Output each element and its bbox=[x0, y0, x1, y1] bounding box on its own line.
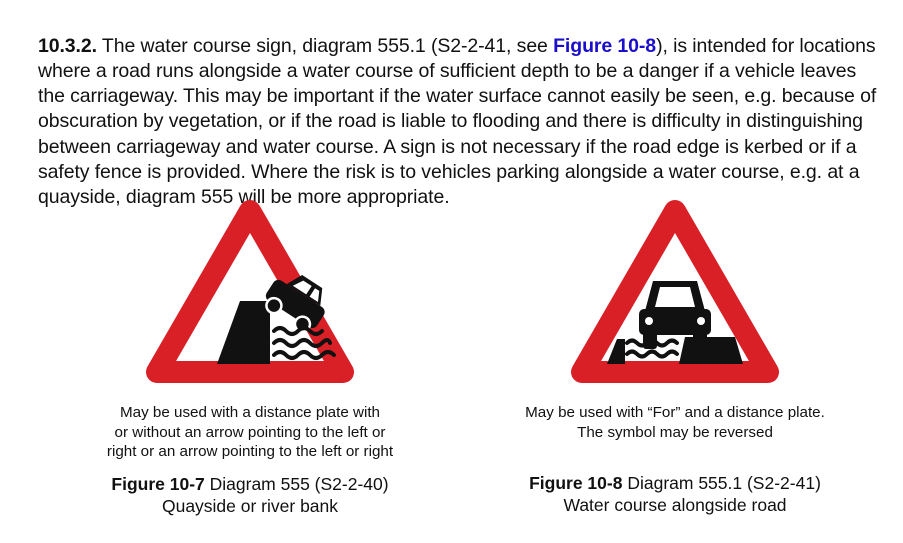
note-line: May be used with “For” and a distance plate. bbox=[525, 404, 825, 421]
quayside-warning-sign-icon bbox=[142, 197, 358, 387]
figure-subtitle: Quayside or river bank bbox=[161, 495, 339, 516]
water-course-warning-sign-icon bbox=[567, 197, 783, 387]
figure-number: Figure 10-7 bbox=[111, 473, 205, 494]
paragraph-text-end: ), is intended for locations where a road runs alongside a water course of sufficient depth to be a danger if a vehicle leaves the carriageway. This may be important if the water surface cannot easily be seen, e.g. because of obscuration by vegetation, or if the road is liable to flooding and there is difficulty in distinguishing between carriageway and water course. A sign is not necessary if the road edge is kerbed or if a safety fence is provided. Where the risk is to vehicles parking alongside a water course, e.g. at a quayside, diagram 555 will be more appropriate. bbox=[38, 34, 877, 209]
figure-subtitle: Water course alongside road bbox=[563, 495, 787, 515]
note-line: May be used with a distance plate with bbox=[119, 404, 381, 421]
figure-10-8-link[interactable]: Figure 10-8 bbox=[553, 34, 657, 57]
figure-10-7-note bbox=[100, 403, 400, 462]
note-line: or without an arrow pointing to the left or bbox=[114, 423, 386, 441]
section-number: 10.3.2. bbox=[38, 34, 97, 57]
figure-title: Diagram 555.1 (S2-2-41) bbox=[622, 473, 821, 493]
figure-number: Figure 10-8 bbox=[529, 473, 623, 493]
figure-title: Diagram 555 (S2-2-40) bbox=[204, 473, 389, 494]
figure-10-7-caption bbox=[100, 473, 400, 517]
section-paragraph bbox=[38, 34, 888, 211]
figure-10-8-note bbox=[505, 403, 845, 442]
note-line: The symbol may be reversed bbox=[577, 423, 773, 441]
paragraph-text-start: The water course sign, diagram 555.1 (S2-2-41, see bbox=[96, 34, 554, 57]
note-line: right or an arrow pointing to the left or right bbox=[106, 443, 394, 460]
figure-10-8 bbox=[505, 197, 845, 516]
figure-10-8-caption bbox=[505, 472, 845, 516]
figure-10-7 bbox=[100, 197, 400, 517]
